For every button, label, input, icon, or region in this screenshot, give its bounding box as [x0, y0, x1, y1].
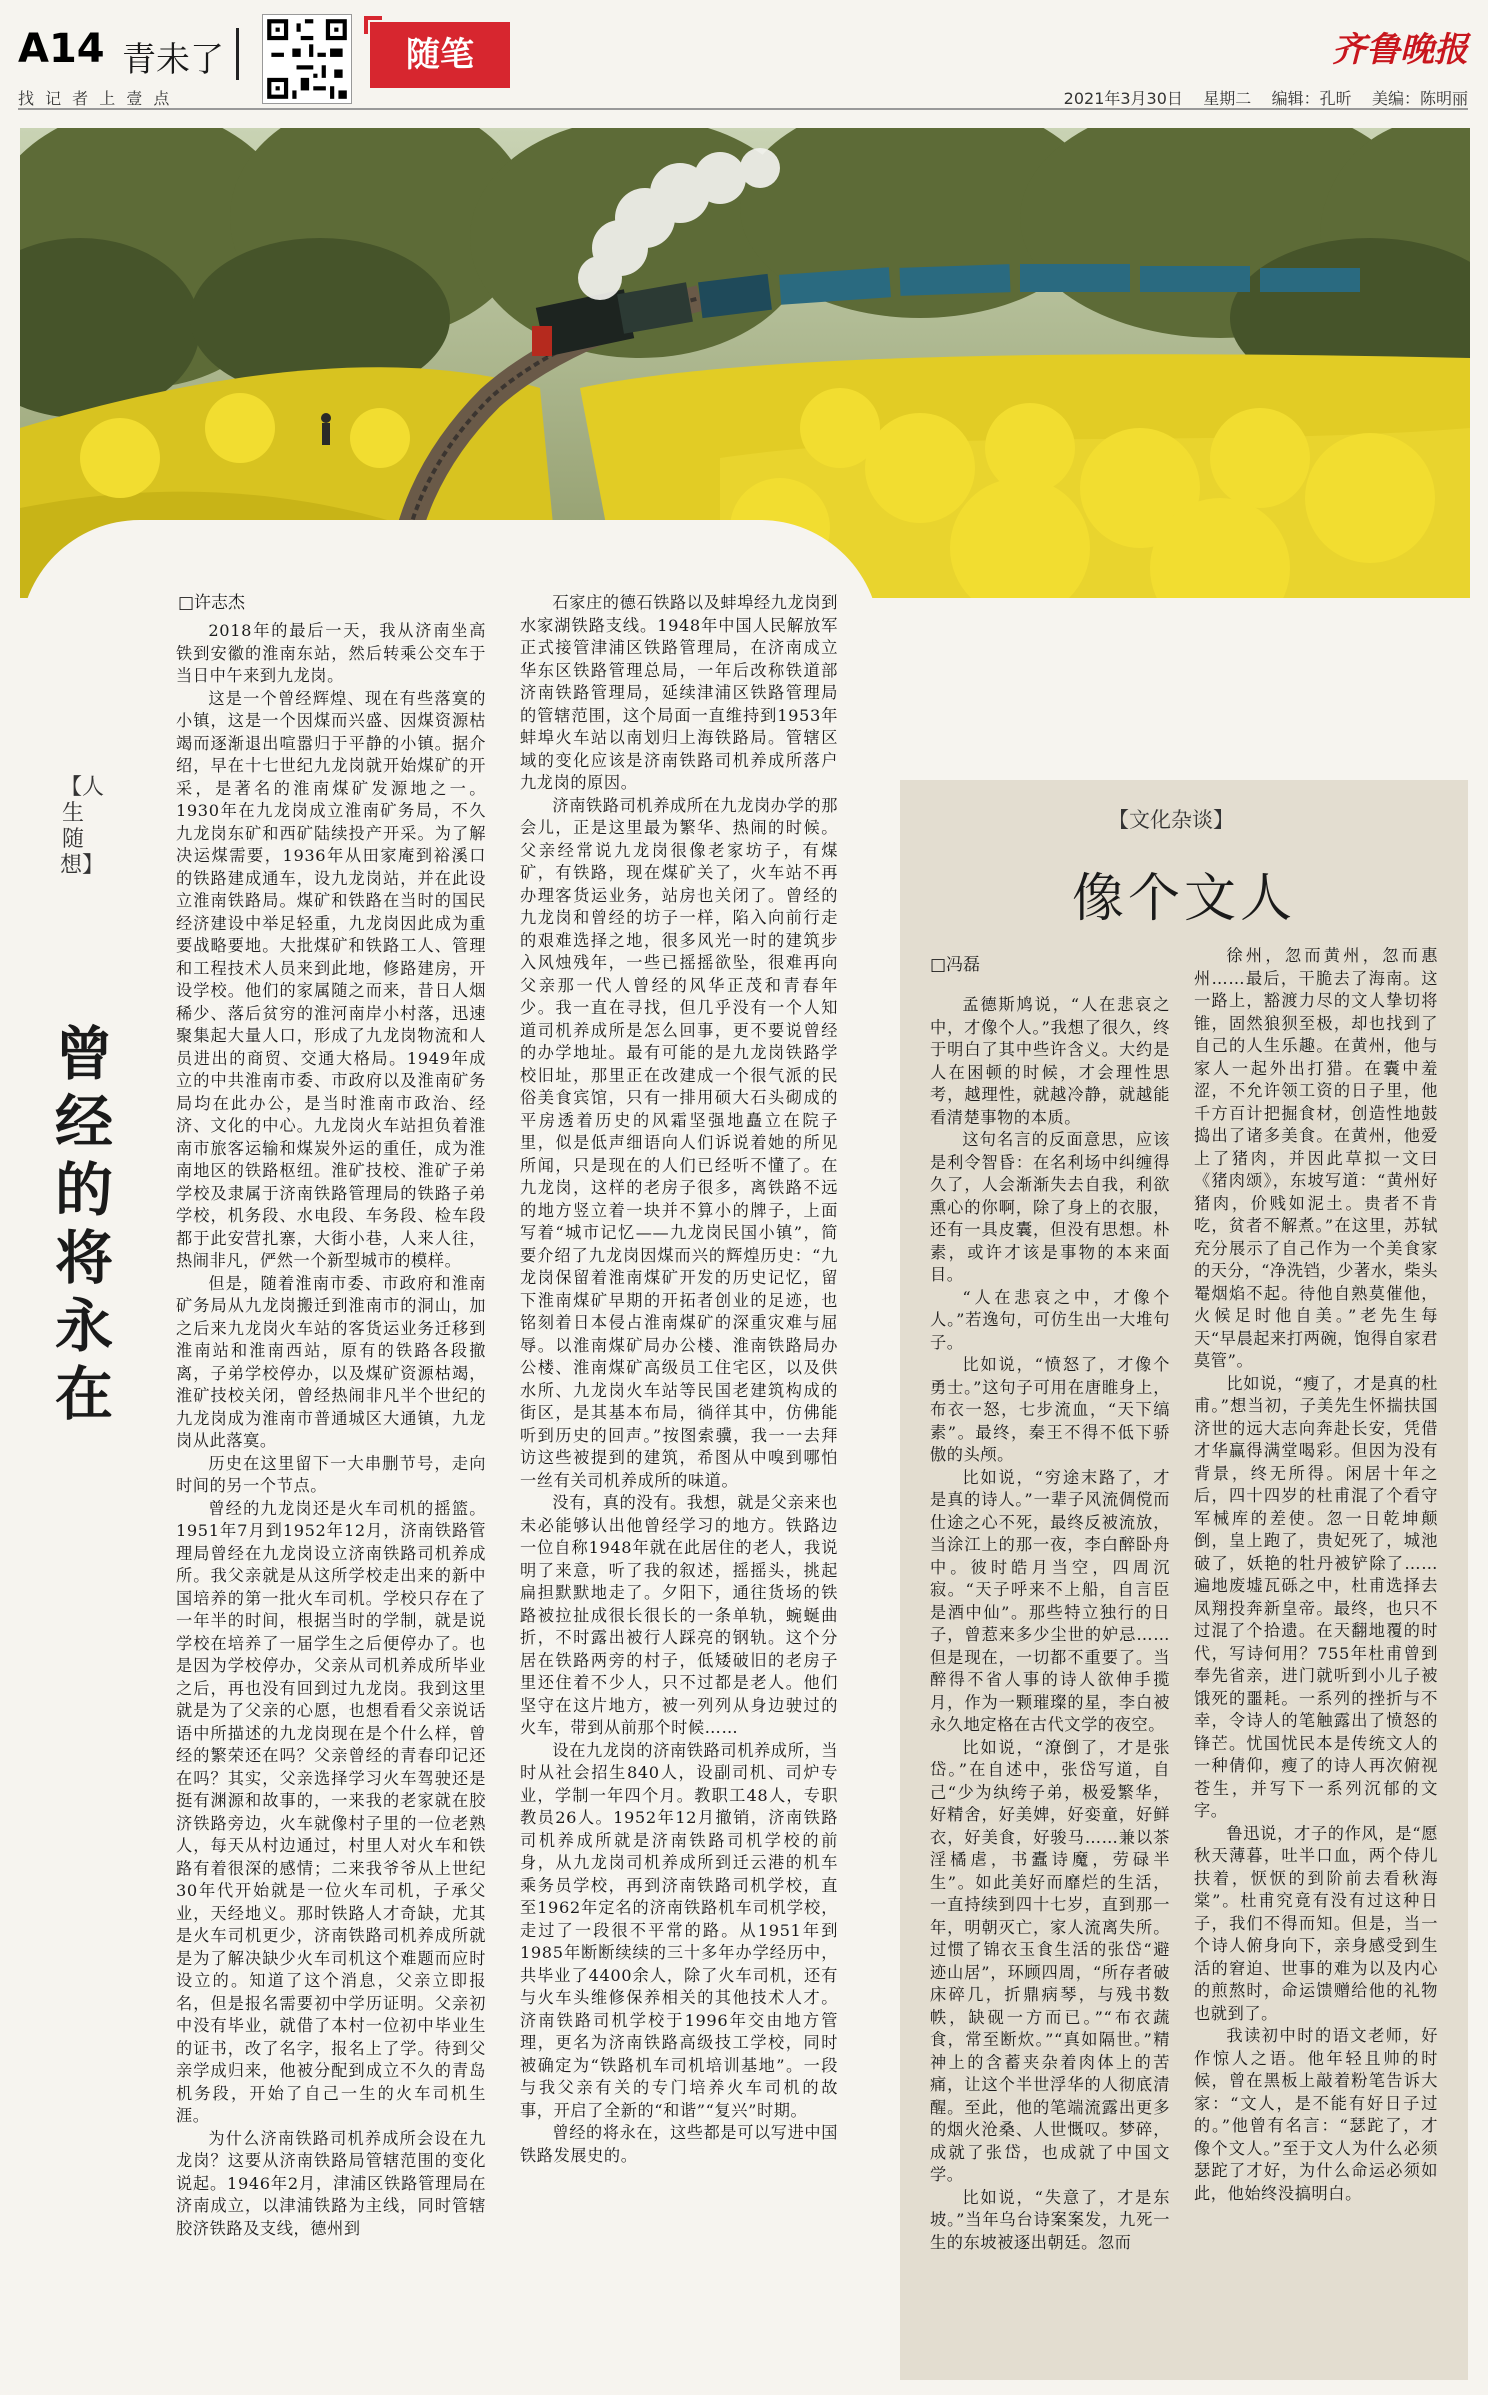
article-column-2 [520, 592, 838, 2167]
paragraph: 曾经的九龙岗还是火车司机的摇篮。1951年7月到1952年12月，济南铁路管理局曾经在九龙岗设立济南铁路司机养成所。我父亲就是从这所学校走出来的新中国培养的第一批火车司机。学校只存在了一年半的时间，根据当时的学制，就是说学校在培养了一届学生之后便停办了。也是因为学校停办，父亲从司机养成所毕业之后，再也没有回到过九龙岗。我到这里就是为了父亲的心愿，也想看看父亲说话语中所描述的九龙岗现在是个什么样，曾经的繁荣还在吗？父亲曾经的青春印记还在吗？其实，父亲选择学习火车驾驶还是挺有渊源和故事的，一来我的老家就在胶济铁路旁边，火车就像村子里的一位老熟人，每天从村边通过，村里人对火车和铁路有着很深的感情；二来我爷爷从上世纪30年代开始就是一位火车司机，子承父业，天经地义。那时铁路人才奇缺，尤其是火车司机更少，济南铁路司机养成所就是为了解决缺少火车司机这个难题而应时设立的。知道了这个消息，父亲立即报名，但是报名需要初中学历证明。父亲初中没有毕业，就借了本村一位初中毕业生的证书，改了名字，报名上了学。待到父亲学成归来，他被分配到成立不久的青岛机务段，开始了自己一生的火车司机生涯。 [176, 1498, 486, 2125]
paragraph: 比如说，“愤怒了，才像个勇士。”这句子可用在唐睢身上，布衣一怒，七步流血，“天下缟素”。最终，秦王不得不低下骄傲的头颅。 [930, 1355, 1170, 1464]
paragraph: 徐州，忽而黄州，忽而惠州……最后，干脆去了海南。这一路上，豁渡力尽的文人挚切将锥，固然狼狈至极，却也找到了自己的人生乐趣。在黄州，他与家人一起外出打猎。在囊中羞涩，不允许领工资的日子里，他千方百计把掘食材，创造性地鼓捣出了诸多美食。在黄州，他爱上了猪肉，并因此草拟一文曰《猪肉颂》，东坡写道：“黄州好猪肉，价贱如泥土。贵者不肯吃，贫者不解煮。”在这里，苏轼充分展示了自己作为一个美食家的天分，“净洗铛，少著水，柴头罨烟焰不起。待他自熟莫催他，火候足时他自美。”老先生每天“早晨起来打两碗，饱得自家君莫管”。 [1194, 946, 1438, 1370]
paragraph: 但是，随着淮南市委、市政府和淮南矿务局从九龙岗搬迁到淮南市的洞山，加之后来九龙岗火车站的客货运业务迁移到淮南站和淮南西站，原有的铁路各段撤离，子弟学校停办，以及煤矿资源枯竭，淮矿技校关闭，曾经热闹非凡半个世纪的九龙岗成为淮南市普通城区大通镇，九龙岗从此落寞。 [176, 1273, 486, 1450]
paragraph: 设在九龙岗的济南铁路司机养成所，当时从社会招生840人，设副司机、司炉专业，学制一年四个月。教职工48人，专职教员26人。1952年12月撤销，济南铁路司机养成所就是济南铁路司机学校的前身，从九龙岗司机养成所到迁云港的机车乘务员学校，再到济南铁路司机学校，直至1962年定名的济南铁路机车司机学校，走过了一段很不平常的路。从1951年到1985年断断续续的三十多年办学经历中，共毕业了4400余人，除了火车司机，还有与火车头维修保养相关的其他技术人才。济南铁路司机学校于1996年交由地方管理，更名为济南铁路高级技工学校，同时被确定为“铁路机车司机培训基地”。一段与我父亲有关的专门培养火车司机的故事，开启了全新的“和谐”“复兴”时期。 [520, 1740, 838, 2120]
divider [236, 28, 239, 80]
paragraph: 为什么济南铁路司机养成所会设在九龙岗？这要从济南铁路局管辖范围的变化说起。1946年2月，津浦区铁路管理局在济南成立，以津浦铁路为主线，同时管辖胶济铁路及支线，德州到 [176, 2128, 486, 2238]
paragraph: 石家庄的德石铁路以及蚌埠经九龙岗到水家湖铁路支线。1948年中国人民解放军正式接管津浦区铁路管理局，在济南成立华东区铁路管理总局，一年后改称铁道部济南铁路管理局，延续津浦区铁路管理局的管辖范围，这个局面一直维持到1953年蚌埠火车站以南划归上海铁路局。管辖区域的变化应该是济南铁路司机养成所落户九龙岗的原因。 [520, 593, 838, 792]
paragraph: 比如说，“瘦了，才是真的杜甫。”想当初，子美先生怀揣扶国济世的远大志向奔赴长安，凭借才华赢得满堂喝彩。但因为没有背景，终无所得。闲居十年之后，四十四岁的杜甫混了个看守军械库的差使。忽一日乾坤颠倒，皇上跑了，贵妃死了，城池破了，妖艳的牡丹被铲除了……遍地废墟瓦砾之中，杜甫选择去凤翔投奔新皇帝。最终，也只不过混了个拾遗。在天翻地覆的时代，写诗何用？755年杜甫曾到奉先省亲，进门就听到小儿子被饿死的噩耗。一系列的挫折与不幸，令诗人的笔触露出了愤怒的锋芒。忧国忧民本是传统文人的一种倩仰，瘦了的诗人再次俯视苍生，并写下一系列沉郁的文字。 [1194, 1373, 1438, 1820]
sidebar-author: □冯磊 [930, 955, 981, 975]
paragraph: 比如说，“潦倒了，才是张岱。”在自述中，张岱写道，自己“少为纨绔子弟，极爱繁华，好精舍，好美婢，好娈童，好鲜衣，好美食，好骏马……兼以茶淫橘虐，书蠹诗魔，劳碌半生”。如此美好而靡烂的生活，一直持续到四十七岁，直到那一年，明朝灭亡，家人流离失所。过惯了锦衣玉食生活的张岱“避迹山居”，环顾四周，“所存者破床碎几，折鼎病琴，与残书数帙，缺砚一方而已。”“布衣蔬食，常至断炊。”“真如隔世。”精神上的含蓄夹杂着肉体上的苦痛，让这个半世浮华的人彻底清醒。至此，他的笔端流露出更多的烟火沧桑、人世慨叹。梦碎，成就了张岱，也成就了中国文学。 [930, 1737, 1170, 2184]
contact-slogan: 找 记 者 上 壹 点 [18, 89, 170, 108]
qr-code-icon[interactable] [262, 14, 352, 104]
paragraph: 比如说，“穷途末路了，才是真的诗人。”一辈子风流倜傥而仕途之心不死，最终反被流放，当涂江上的那一夜，李白醉卧舟中。彼时皓月当空，四周沉寂。“天子呼来不上船，自言臣是酒中仙”。那些特立独行的日子，曾惹来多少尘世的妒忌……但是现在，一切都不重要了。当醉得不省人事的诗人欲伸手揽月，作为一颗璀璨的星，李白被永久地定格在古代文学的夜空。 [930, 1467, 1170, 1734]
article-title: 曾经的将永在 [54, 1020, 113, 1428]
paragraph: 这是一个曾经辉煌、现在有些落寞的小镇，这是一个因煤而兴盛、因煤资源枯竭而逐渐退出喧嚣归于平静的小镇。据介绍，早在十七世纪九龙岗就开始煤矿的开采，是著名的淮南煤矿发源地之一。1930年在九龙岗成立淮南矿务局，不久九龙岗东矿和西矿陆续投产开采。为了解决运煤需要，1936年从田家庵到裕溪口的铁路建成通车，设九龙岗站，并在此设立淮南铁路局。煤矿和铁路在当时的国民经济建设中举足轻重，九龙岗因此成为重要战略要地。大批煤矿和铁路工人、管理和工程技术人员来到此地，修路建房，开设学校。他们的家属随之而来，昔日人烟稀少、落后贫穷的淮河南岸小村落，迅速聚集起大量人口，形成了九龙岗物流和人员进出的商贸、交通大格局。1949年成立的中共淮南市委、市政府以及淮南矿务局均在此办公，是当时淮南市政治、经济、文化的中心。九龙岗火车站担负着淮南市旅客运输和煤炭外运的重任，成为淮南地区的铁路枢纽。淮矿技校、淮矿子弟学校及隶属于济南铁路管理局的铁路子弟学校，机务段、水电段、车务段、检车段都于此安营扎寨，大街小巷，人来人往，热闹非凡，俨然一个新型城市的模样。 [176, 688, 486, 1270]
paragraph: 比如说，“失意了，才是东坡。”当年乌台诗案案发，九死一生的东坡被逐出朝廷。忽而 [930, 2187, 1170, 2252]
series-label: 【人生随想】 [60, 775, 105, 878]
paragraph: 孟德斯鸠说，“人在悲哀之中，才像个人。”我想了很久，终于明白了其中些许含义。大约是人在困顿的时候，才会理性思考，越理性，就越冷静，就越能看清楚事物的本质。 [930, 995, 1170, 1127]
article-author: □许志杰 [178, 593, 246, 613]
paragraph: 我读初中时的语文老师，好作惊人之语。他年轻且帅的时候，曾在黑板上敲着粉笔告诉大家：“文人，是不能有好日子过的。”他曾有名言：“瑟跎了，才像个文人。”至于文人为什么必须瑟跎了才好，为什么命运必须如此，他始终没搞明白。 [1194, 2026, 1438, 2203]
paragraph: 2018年的最后一天，我从济南坐高铁到安徽的淮南东站，然后转乘公交车于当日中午来到九龙岗。 [176, 621, 486, 685]
paragraph: 这句名言的反面意思，应该是利令智昏：在名利场中纠缠得久了，人会渐渐失去自我，利欲熏心的你啊，除了身上的衣服，还有一具皮囊，但没有思想。朴素，或许才该是事物的本来面目。 [930, 1130, 1170, 1284]
paragraph: 济南铁路司机养成所在九龙岗办学的那会儿，正是这里最为繁华、热闹的时候。父亲经常说九龙岗很像老家坊子，有煤矿，有铁路，现在煤矿关了，火车站不再办理客货运业务，站房也关闭了。曾经的九龙岗和曾经的坊子一样，陷入向前行走的艰难选择之地，很多风光一时的建筑步入风烛残年，一些已摇摇欲坠，很难再向父亲那一代人曾经的风华正茂和青春年少。我一直在寻找，但几乎没有一个人知道司机养成所是怎么回事，更不要说曾经的办学地址。最有可能的是九龙岗铁路学校旧址，那里正在改建成一个很气派的民俗美食宾馆，只有一排用硕大石头砌成的平房透着历史的风霜坚强地矗立在院子里，似是低声细语向人们诉说着她的所见所闻，只是现在的人们已经听不懂了。在九龙岗，这样的老房子很多，离铁路不远的地方竖立着一块并不算小的牌子，上面写着“城市记忆——九龙岗民国小镇”，简要介绍了九龙岗因煤而兴的辉煌历史：“九龙岗保留着淮南煤矿开发的历史记忆，留下淮南煤矿早期的开拓者创业的足迹，也铭刻着日本侵占淮南煤矿的深重灾难与屈辱。以淮南煤矿局办公楼、淮南铁路局办公楼、淮南煤矿高级员工住宅区，以及供水所、九龙岗火车站等民国老建筑构成的街区，是其基本布局，徜徉其中，仿佛能听到历史的回声。”按图索骥，我一一去拜访这些被提到的建筑，希图从中嗅到哪怕一丝有关司机养成所的味道。 [520, 795, 838, 1490]
date: 2021年3月30日 [1063, 89, 1183, 108]
weekday: 星期二 [1203, 89, 1252, 108]
page-number: A14 [18, 26, 105, 72]
newspaper-logo: 齐鲁晚报 [1332, 30, 1468, 70]
header-rule [18, 108, 1468, 110]
column-tag: 随笔 [370, 22, 510, 88]
paragraph: 没有，真的没有。我想，就是父亲来也未必能够认出他曾经学习的地方。铁路边一位自称1948年就在此居住的老人，我说明了来意，听了我的叙述，摇摇头，挑起扁担默默地走了。夕阳下，通往货场的铁路被拉扯成很长很长的一条单轨，蜿蜒曲折，不时露出被行人踩亮的钢轨。这个分居在铁路两旁的村子，低矮破旧的老房子里还住着不少人，只不过都是老人。他们坚守在这片地方，被一列列从身边驶过的火车，带到从前那个时候…… [520, 1493, 838, 1737]
paragraph: 鲁迅说，才子的作风，是“愿秋天薄暮，吐半口血，两个侍儿扶着，恹恹的到阶前去看秋海棠”。杜甫究竟有没有过这种日子，我们不得而知。但是，当一个诗人俯身向下，亲身感受到生活的窘迫、世事的难为以及内心的煎熬时，命运馈赠给他的礼物也就到了。 [1194, 1823, 1438, 2023]
date-line [1064, 86, 1468, 109]
section-name: 青未了 [122, 40, 224, 80]
paragraph: 曾经的将永在，这些都是可以写进中国铁路发展史的。 [520, 2123, 838, 2165]
paragraph: 历史在这里留下一大串删节号，走向时间的另一个节点。 [176, 1453, 486, 1495]
paragraph: “人在悲哀之中，才像个人。”若逸句，可仿生出一大堆句子。 [930, 1287, 1170, 1352]
article-column-1 [176, 620, 486, 2240]
editor: 编辑：孔昕 [1271, 89, 1352, 108]
designer: 美编：陈明丽 [1371, 89, 1468, 108]
sidebar-column-2 [1194, 945, 1438, 2205]
sidebar-title: 像个文人 [1072, 869, 1297, 929]
column-label: 【文化杂谈】 [1108, 808, 1234, 832]
sidebar-column-1 [930, 994, 1170, 2254]
